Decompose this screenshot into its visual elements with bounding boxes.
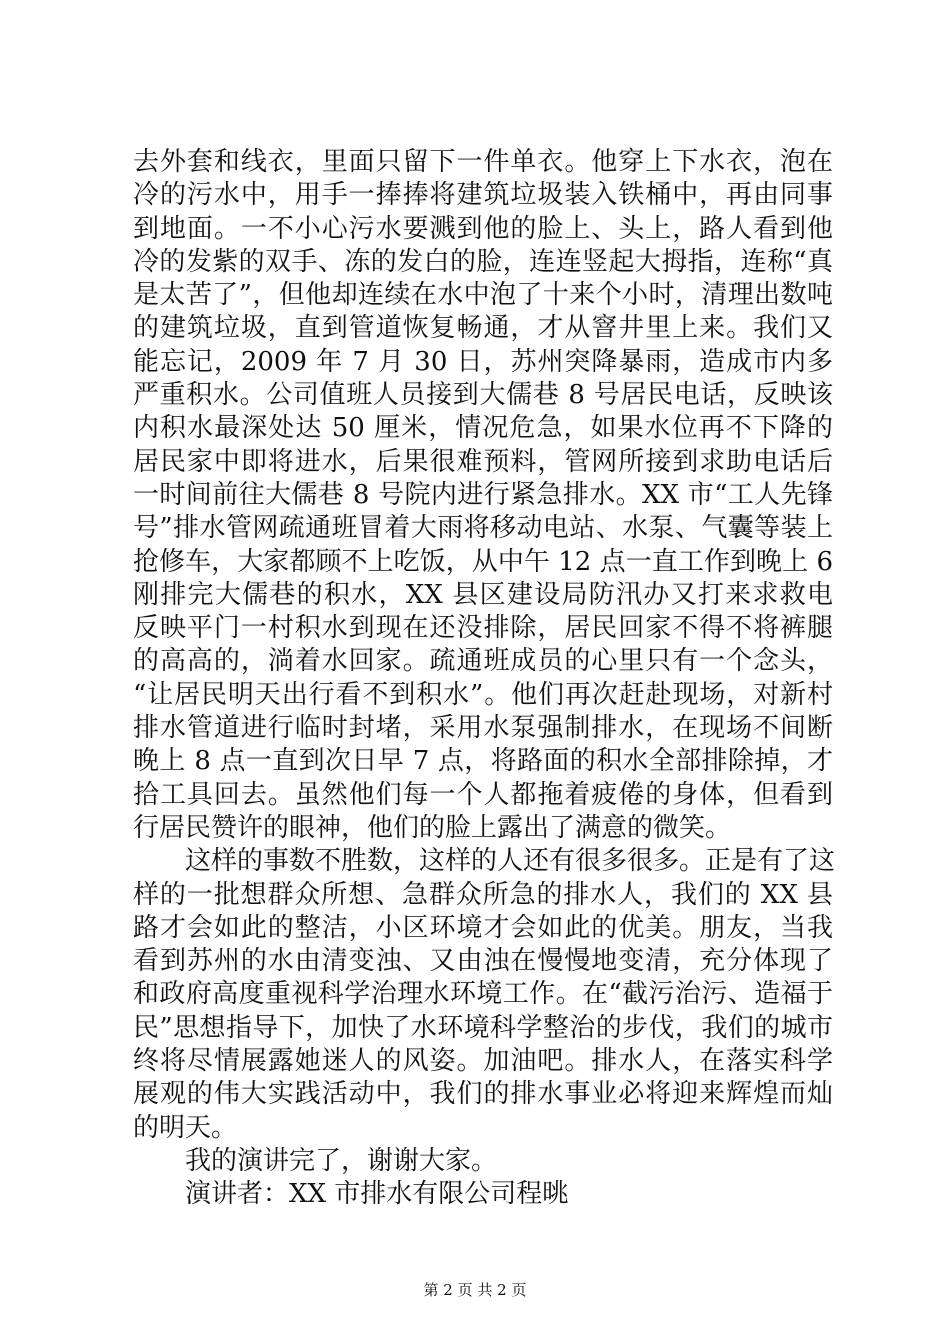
text-line: 一时间前往大儒巷 8 号院内进行紧急排水。XX 市“工人先锋 bbox=[133, 479, 833, 510]
document-body bbox=[133, 146, 836, 1212]
text-line: 是太苦了”，但他却连续在水中泡了十来个小时，清理出数吨 bbox=[133, 280, 833, 311]
text-line: 抢修车，大家都顾不上吃饭，从中午 12 点一直工作到晚上 6 bbox=[133, 546, 833, 577]
text-line: 去外套和线衣，里面只留下一件单衣。他穿上下水衣，泡在 bbox=[133, 147, 833, 177]
text-line: 严重积水。公司值班人员接到大儒巷 8 号居民电话，反映该 bbox=[133, 380, 833, 411]
text-line: 号”排水管网疏通班冒着大雨将移动电站、水泵、气囊等装上 bbox=[133, 513, 833, 544]
text-line: 内积水最深处达 50 厘米，情况危急，如果水位再不下降的 bbox=[133, 413, 833, 444]
text-line: “让居民明天出行看不到积水”。他们再次赶赴现场，对新村 bbox=[133, 679, 833, 710]
paragraph-first-line: 这样的事数不胜数，这样的人还有很多很多。正是有了这 bbox=[185, 846, 836, 877]
text-line: 路才会如此的整洁，小区环境才会如此的优美。朋友，当我 bbox=[133, 912, 833, 943]
text-line: 看到苏州的水由清变浊、又由浊在慢慢地变清，充分体现了 bbox=[133, 946, 833, 977]
text-line: 展观的伟大实践活动中，我们的排水事业必将迎来辉煌而灿 bbox=[133, 1079, 833, 1110]
text-line: 居民家中即将进水，后果很难预料，管网所接到求助电话后 bbox=[133, 446, 833, 477]
page-number-footer: 第 2 页 共 2 页 bbox=[423, 1281, 527, 1299]
speaker-line: 演讲者：XX 市排水有限公司程晀 bbox=[185, 1179, 569, 1210]
text-line: 民”思想指导下，加快了水环境科学整治的步伐，我们的城市 bbox=[133, 1012, 833, 1043]
text-line: 能忘记，2009 年 7 月 30 日，苏州突降暴雨，造成市内多 bbox=[133, 346, 833, 377]
text-line: 晚上 8 点一直到次日早 7 点，将路面的积水全部排除掉，才 bbox=[133, 746, 833, 777]
text-line: 样的一批想群众所想、急群众所急的排水人，我们的 XX 县 bbox=[133, 879, 833, 910]
text-line: 冷的污水中，用手一捧捧将建筑垃圾装入铁桶中，再由同事 bbox=[133, 180, 833, 211]
closing-line: 我的演讲完了，谢谢大家。 bbox=[185, 1145, 498, 1176]
text-line: 冷的发紫的双手、冻的发白的脸，连连竖起大拇指，连称“真 bbox=[133, 246, 833, 277]
text-line: 行居民赞许的眼神，他们的脸上露出了满意的微笑。 bbox=[133, 812, 732, 843]
text-line: 拾工具回去。虽然他们每一个人都拖着疲倦的身体，但看到 bbox=[133, 779, 833, 810]
text-line: 刚排完大儒巷的积水，XX 县区建设局防汛办又打来求救电 bbox=[133, 579, 833, 610]
text-line: 的建筑垃圾，直到管道恢复畅通，才从窨井里上来。我们又 bbox=[133, 313, 833, 344]
text-line: 和政府高度重视科学治理水环境工作。在“截污治污、造福于 bbox=[133, 979, 833, 1010]
text-line: 反映平门一村积水到现在还没排除，居民回家不得不将裤腿 bbox=[133, 613, 833, 644]
text-line: 终将尽情展露她迷人的风姿。加油吧。排水人，在落实科学 bbox=[133, 1046, 833, 1077]
text-line: 的高高的，淌着水回家。疏通班成员的心里只有一个念头， bbox=[133, 646, 833, 677]
text-line: 的明天。 bbox=[133, 1112, 238, 1143]
text-line: 到地面。一不小心污水要溅到他的脸上、头上，路人看到他 bbox=[133, 213, 833, 244]
text-line: 排水管道进行临时封堵，采用水泵强制排水，在现场不间断 bbox=[133, 713, 833, 744]
